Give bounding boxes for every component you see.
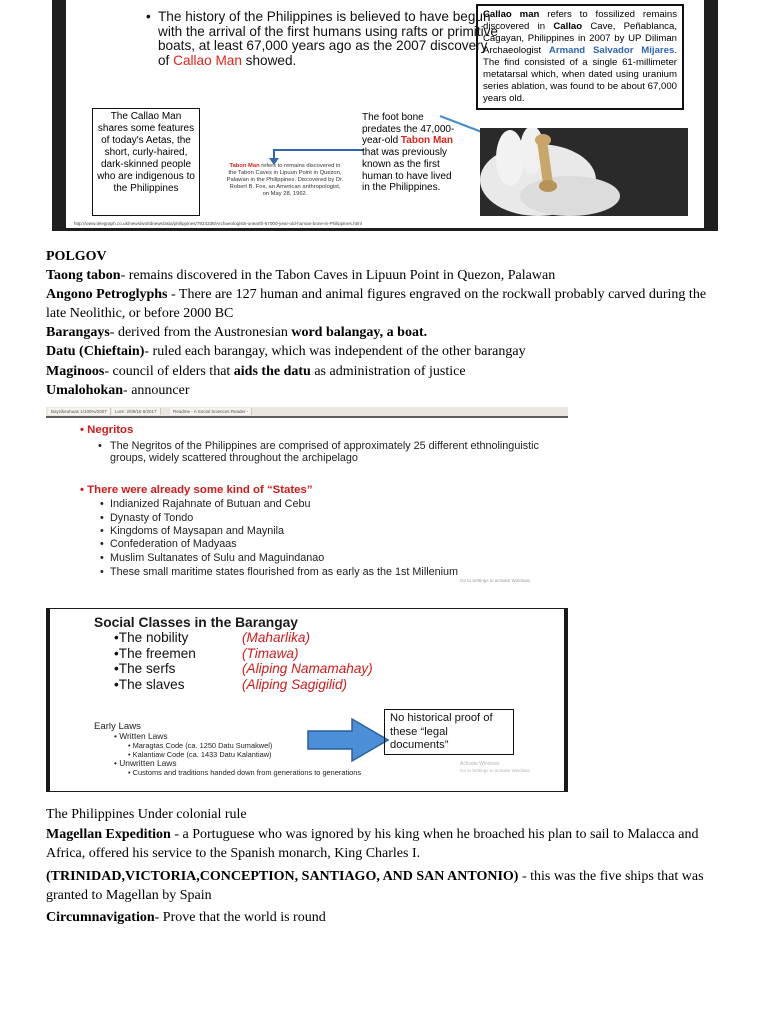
state-item-3: Kingdoms of Maysapan and Maynila <box>110 525 285 537</box>
states-bullet-dot: • <box>100 538 104 550</box>
balangay-term: word balangay, a boat. <box>291 325 428 340</box>
polgov-heading: POLGOV <box>46 249 107 264</box>
foot-bone-photo <box>480 128 688 216</box>
aetas-note-box: The Callao Man shares some features of today's Aetas, the short, curly-haired, dark-skinned people who are indigenous to the Philippines <box>92 108 200 216</box>
maginoos-line <box>46 362 466 381</box>
maginoos-term: Maginoos <box>46 364 105 379</box>
browser-tab-1[interactable]: Bayzikeuhuas 1/100%/2007 <box>48 408 111 415</box>
ships-text: - this was the five ships that was granted to Magellan by Spain <box>46 869 704 903</box>
datu-line <box>46 342 526 361</box>
kalantiaw-code-item: • Kalantiaw Code (ca. 1433 Datu Kalantiaw) <box>128 750 272 759</box>
class-freemen: •The freemen <box>114 646 196 661</box>
state-item-6: These small maritime states flourished from as early as the 1st Millenium <box>110 566 459 578</box>
class-slaves-tag: (Aliping Sagigilid) <box>242 677 348 692</box>
maragtas-code-item: • Maragtas Code (ca. 1250 Datu Sumakwel) <box>128 741 273 750</box>
slide-callao-man-canvas <box>66 0 704 228</box>
slide-negritos-states <box>46 407 568 603</box>
circumnavigation-line <box>46 908 326 927</box>
archaeologist-name: Armand Salvador Mijares <box>548 45 675 56</box>
magellan-expedition-text: - a Portuguese who was ignored by his king when he broached his plan to sail to Malacca and Africa, offered his service to the Spanish monarch, King Charles I. <box>46 827 699 861</box>
slide-social-classes <box>46 608 568 792</box>
slide-negritos-canvas <box>46 418 568 603</box>
class-nobility: •The nobility <box>114 630 189 645</box>
aids-datu-term: aids the datu <box>233 364 311 379</box>
class-serfs-tag: (Aliping Namamahay) <box>242 661 373 676</box>
state-item-5: Muslim Sultanates of Sulu and Maguindanao <box>110 552 325 564</box>
states-bullet-dot: • <box>100 552 104 564</box>
angono-text: - There are 127 human and animal figures engraved on the rockwall probably carved during the late Neolithic, or before 2000 BC <box>46 287 707 321</box>
social-classes-title: Social Classes in the Barangay <box>94 615 298 630</box>
class-slaves: •The slaves <box>114 677 185 692</box>
callao-text-2: Cave, Peñablanca, Cagayan, Philippines in 2007 by UP Diliman Archaeologist <box>483 21 677 56</box>
foot-bone-text-2: that was previously known as the first human to have lived in the Philippines. <box>362 147 452 194</box>
taong-tabon-text: - remains discovered in the Tabon Caves in Lipuun Point in Quezon, Palawan <box>120 268 556 283</box>
umalohokan-term: Umalohokan <box>46 383 124 398</box>
browser-tab-strip <box>46 407 568 416</box>
tabon-man-text: refers to remains discovered in the Tabon Caves in Lipuun Point in Quezon, Palawan in the Philippines. Discovered by Dr. Robert B. Fox, an American anthropologist, on May 28, 1962. <box>226 163 344 197</box>
barangays-line <box>46 323 427 342</box>
activate-windows-subtitle: Go to Settings to activate Windows. <box>460 768 532 773</box>
datu-text: - ruled each barangay, which was independent of the other barangay <box>144 344 526 359</box>
taong-tabon-line <box>46 266 555 285</box>
class-serfs: •The serfs <box>114 661 176 676</box>
customs-item: • Customs and traditions handed down from generations to generations <box>128 768 362 777</box>
activate-windows-watermark: Go to Settings to activate Windows. <box>460 578 532 583</box>
states-bullet-dot: • <box>100 512 104 524</box>
written-laws-item: • Written Laws <box>114 731 168 741</box>
early-laws-heading: Early Laws <box>94 721 141 732</box>
unwritten-laws-item: • Unwritten Laws <box>114 758 177 768</box>
activate-windows-title: Activate Windows <box>460 761 500 767</box>
no-historical-proof-box: No historical proof of these “legal documents” <box>384 709 514 755</box>
umalohokan-line <box>46 381 190 400</box>
right-arrow-icon <box>306 717 392 763</box>
states-bullet-dot: • <box>100 498 104 510</box>
browser-tab-2[interactable]: Lore: 2/09/18 8/2017 <box>112 408 161 415</box>
slide-callao-man <box>52 0 718 231</box>
ships-term: (TRINIDAD,VICTORIA,CONCEPTION, SANTIAGO, AND SAN ANTONIO) <box>46 869 519 884</box>
state-item-4: Confederation of Madyaas <box>110 538 237 550</box>
barangays-text: - derived from the Austronesian <box>109 325 292 340</box>
callao-text-1: refers to fossilized remains discovered in <box>483 9 678 32</box>
umalohokan-text: - announcer <box>123 383 190 398</box>
callao-text-3: . The find consisted of a single 61-millimeter metatarsal which, when dated using uranium series ablation, was found to be about 67,000 years old. <box>483 45 678 104</box>
negritos-heading: • Negritos <box>80 424 134 436</box>
class-nobility-tag: (Maharlika) <box>242 630 310 645</box>
circumnavigation-text: - Prove that the world is round <box>154 910 326 925</box>
browser-tab-3[interactable]: Readme - A Social Sciences Reader - <box>170 408 252 415</box>
negritos-description: The Negritos of the Philippines are comprised of approximately 25 different ethnolinguistic groups, widely scattered throughout the archipelago <box>110 440 539 464</box>
magellan-expedition-term: Magellan Expedition <box>46 827 171 842</box>
class-freemen-tag: (Timawa) <box>242 646 299 661</box>
callao-man-highlight: Callao Man <box>173 52 242 68</box>
state-item-1: Indianized Rajahnate of Butuan and Cebu <box>110 498 311 510</box>
state-item-2: Dynasty of Tondo <box>110 512 194 524</box>
callao-man-term: Callao man <box>483 9 540 20</box>
tabon-man-highlight: Tabon Man <box>400 135 453 147</box>
states-bullet-dot: • <box>100 566 104 578</box>
angono-term: Angono Petroglyphs <box>46 287 168 302</box>
negritos-bullet-dot: • <box>98 440 102 452</box>
history-bullet-end: showed. <box>241 52 297 68</box>
callao-cave-term: Callao <box>553 21 583 32</box>
colonial-rule-heading: The Philippines Under colonial rule <box>46 807 247 822</box>
maginoos-text-2: as administration of justice <box>310 364 466 379</box>
source-url: http://www.telegraph.co.uk/news/worldnews/asia/philippines/7924338/Archaeologists-unearth-67000-year-old-human-bone-in-Philippines.html <box>74 221 362 226</box>
gloved-hand-bone-image <box>480 128 688 216</box>
states-heading: • There were already some kind of “States” <box>80 484 313 496</box>
tabon-man-note <box>226 163 344 198</box>
foot-bone-text-1: The foot bone predates the 47,000-year-old <box>362 112 455 147</box>
magellan-expedition-line <box>46 825 726 863</box>
ships-line <box>46 867 726 905</box>
callao-man-definition-box <box>476 4 684 110</box>
circumnavigation-term: Circumnavigation <box>46 910 155 925</box>
history-bullet: • The history of the Philippines is believed to have begun with the arrival of the first humans using rafts or primitive boats, at least 67,000 years ago as the 2007 discovery of Callao Man showed. <box>146 9 498 68</box>
datu-term: Datu (Chieftain) <box>46 344 145 359</box>
states-bullet-dot: • <box>100 525 104 537</box>
maginoos-text: - council of elders that <box>104 364 234 379</box>
barangays-term: Barangays <box>46 325 110 340</box>
taong-tabon-term: Taong tabon <box>46 268 121 283</box>
angono-petroglyphs-line <box>46 285 726 323</box>
tabon-man-term: Tabon Man <box>229 163 260 169</box>
history-bullet-text: The history of the Philippines is believed to have begun with the arrival of the first humans using rafts or primitive boats, at least 67,000 years ago as the 2007 discovery of <box>158 9 498 68</box>
